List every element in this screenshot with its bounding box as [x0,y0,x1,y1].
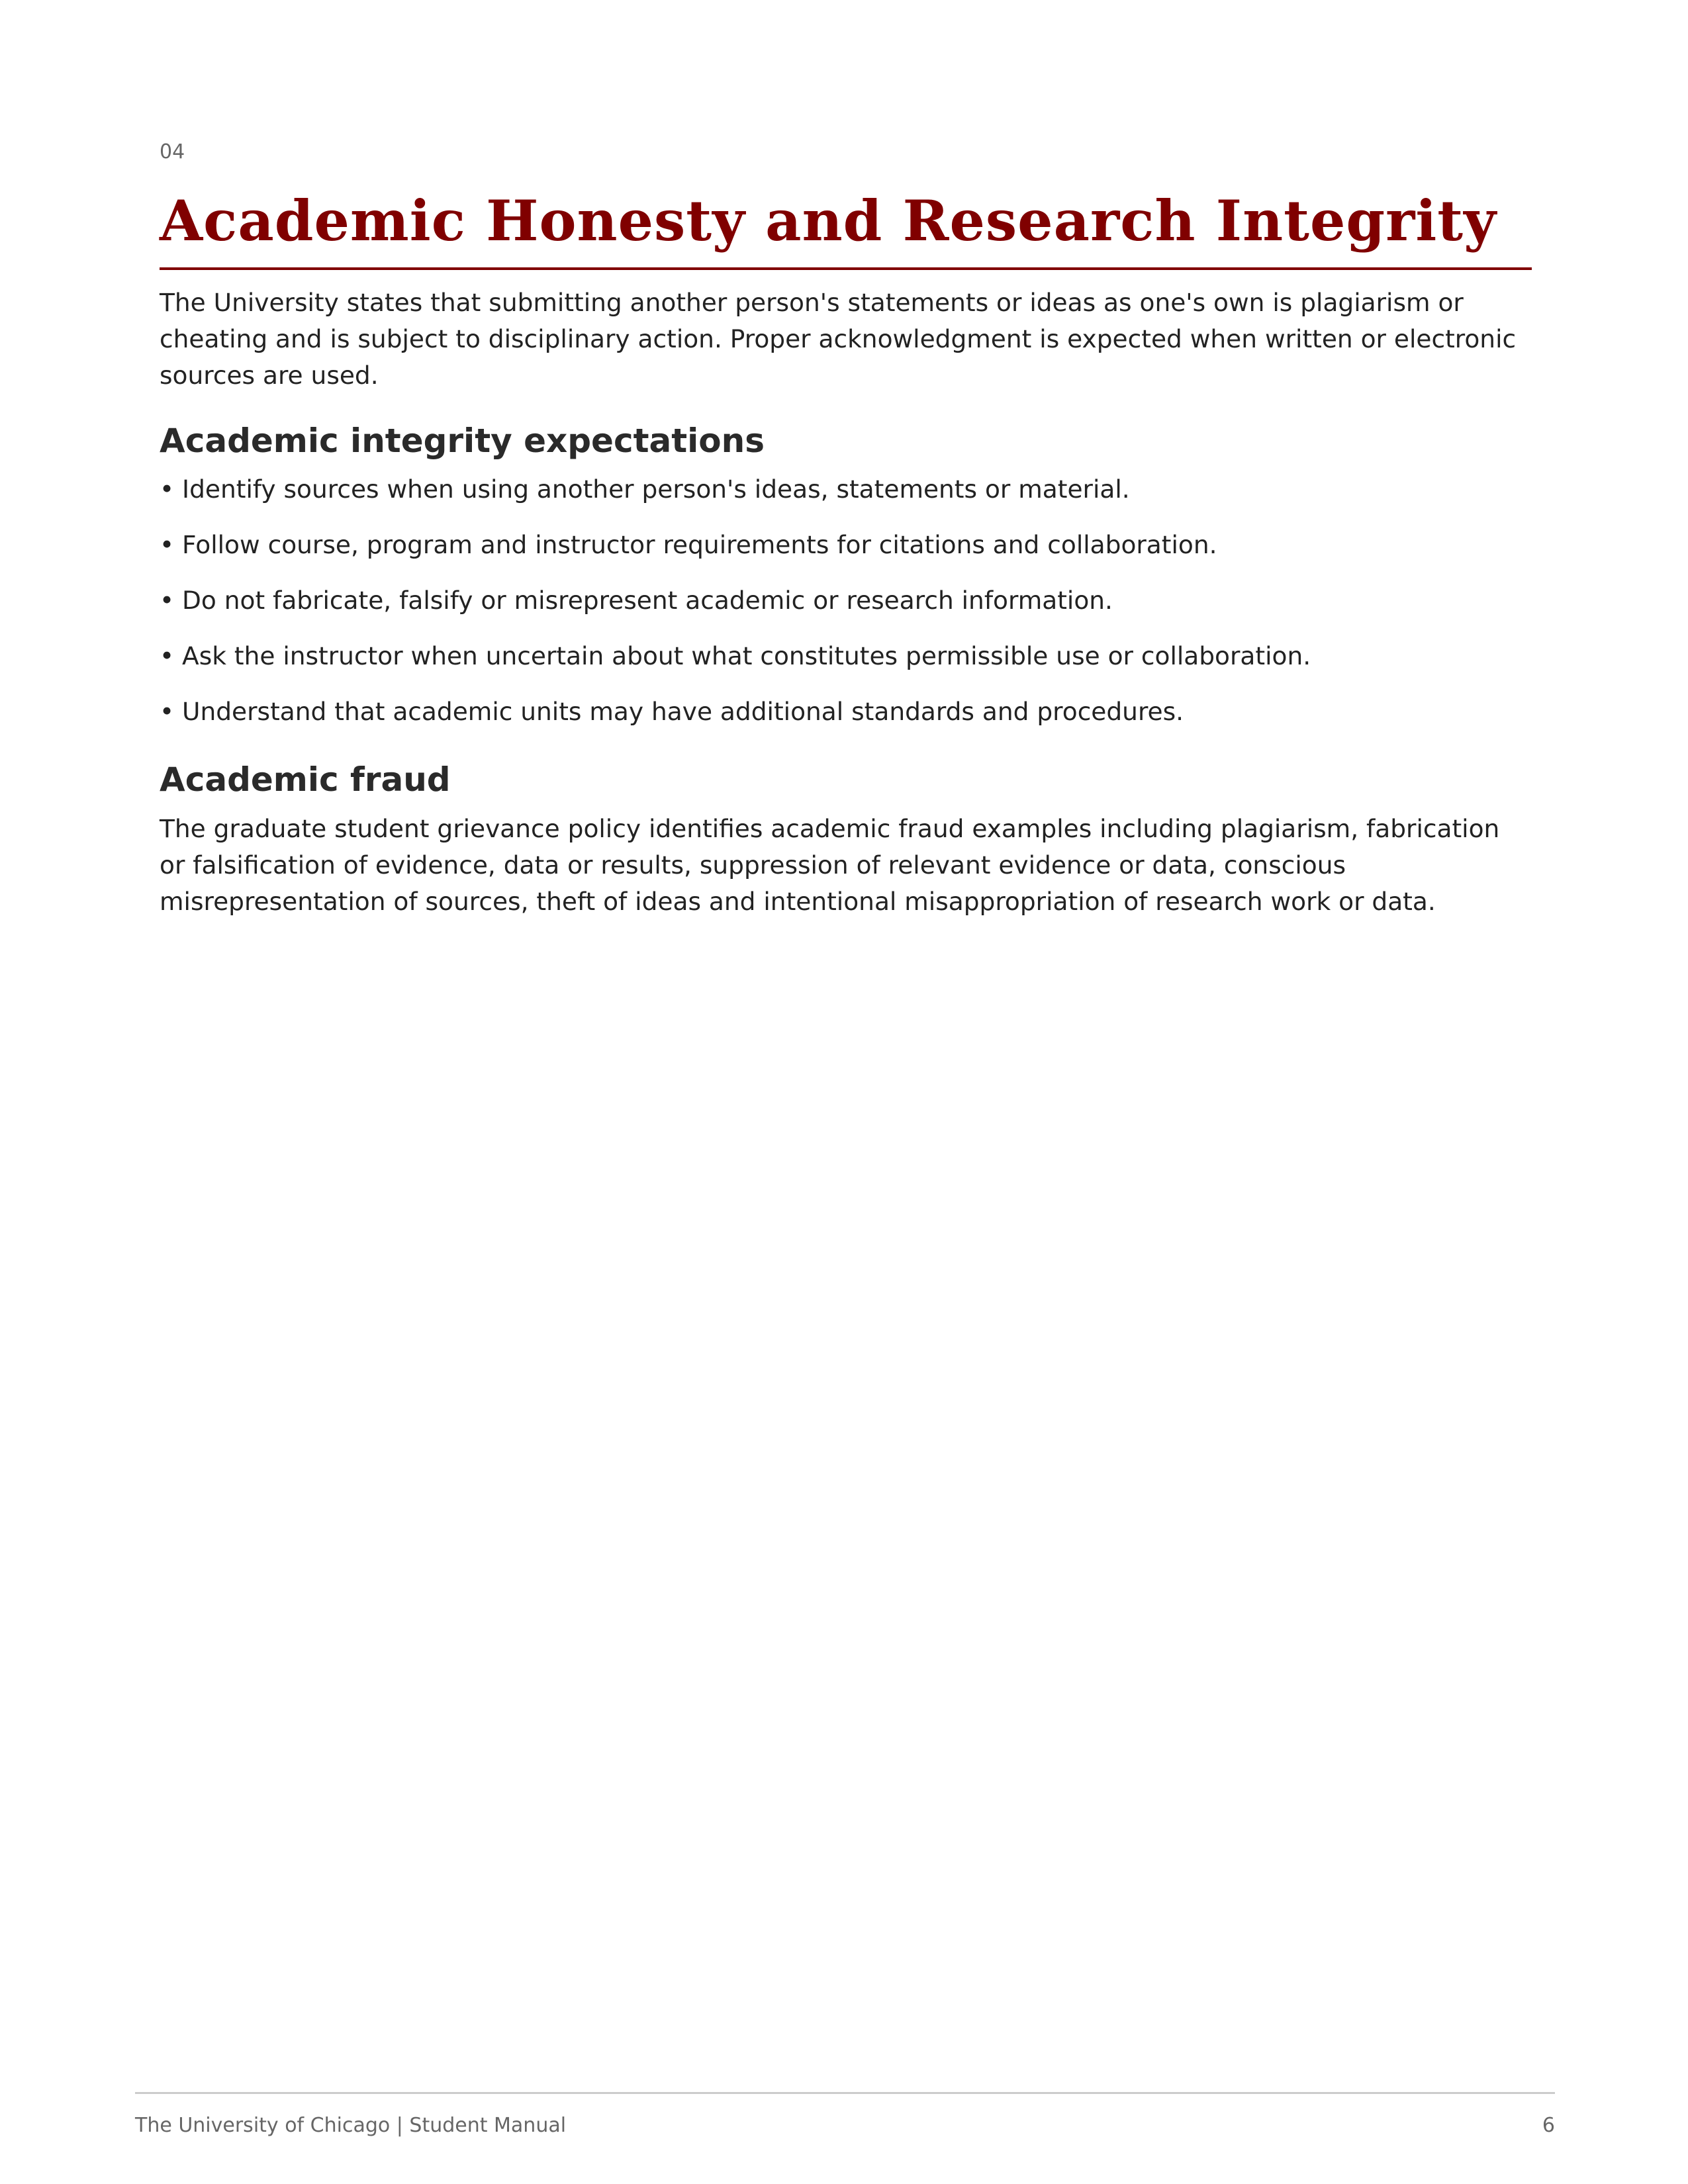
list-item: • Ask the instructor when uncertain about what constitutes permissible use or collaboration. [160,641,1311,670]
fraud-heading: Academic fraud [160,760,451,799]
fraud-paragraph: The graduate student grievance policy identifies academic fraud examples including plagiarism, fabrication or falsification of evidence, data or results, suppression of relevant evidence or data, conscious misrepresentation of sources, theft of ideas and intentional misappropriation of research work or data. [160,814,1500,916]
list-item: • Do not fabricate, falsify or misrepresent academic or research information. [160,586,1113,615]
page-number: 6 [1542,2114,1555,2137]
list-item: • Identify sources when using another person's ideas, statements or material. [160,475,1130,504]
section-number: 04 [160,140,185,163]
intro-paragraph: The University states that submitting another person's statements or ideas as one's own is plagiarism or cheating and is subject to disciplinary action. Proper acknowledgment is expected when written or electronic sources are used. [160,288,1517,390]
page-content [160,139,1532,920]
list-item: • Follow course, program and instructor requirements for citations and collaboration. [160,530,1217,559]
footer-title: The University of Chicago | Student Manual [135,2114,567,2137]
expectations-list [160,471,1532,730]
expectations-heading: Academic integrity expectations [160,422,765,460]
title-divider [160,267,1532,270]
page-title: Academic Honesty and Research Integrity [160,188,1497,253]
footer-divider [135,2092,1555,2094]
list-item: • Understand that academic units may have additional standards and procedures. [160,697,1184,726]
